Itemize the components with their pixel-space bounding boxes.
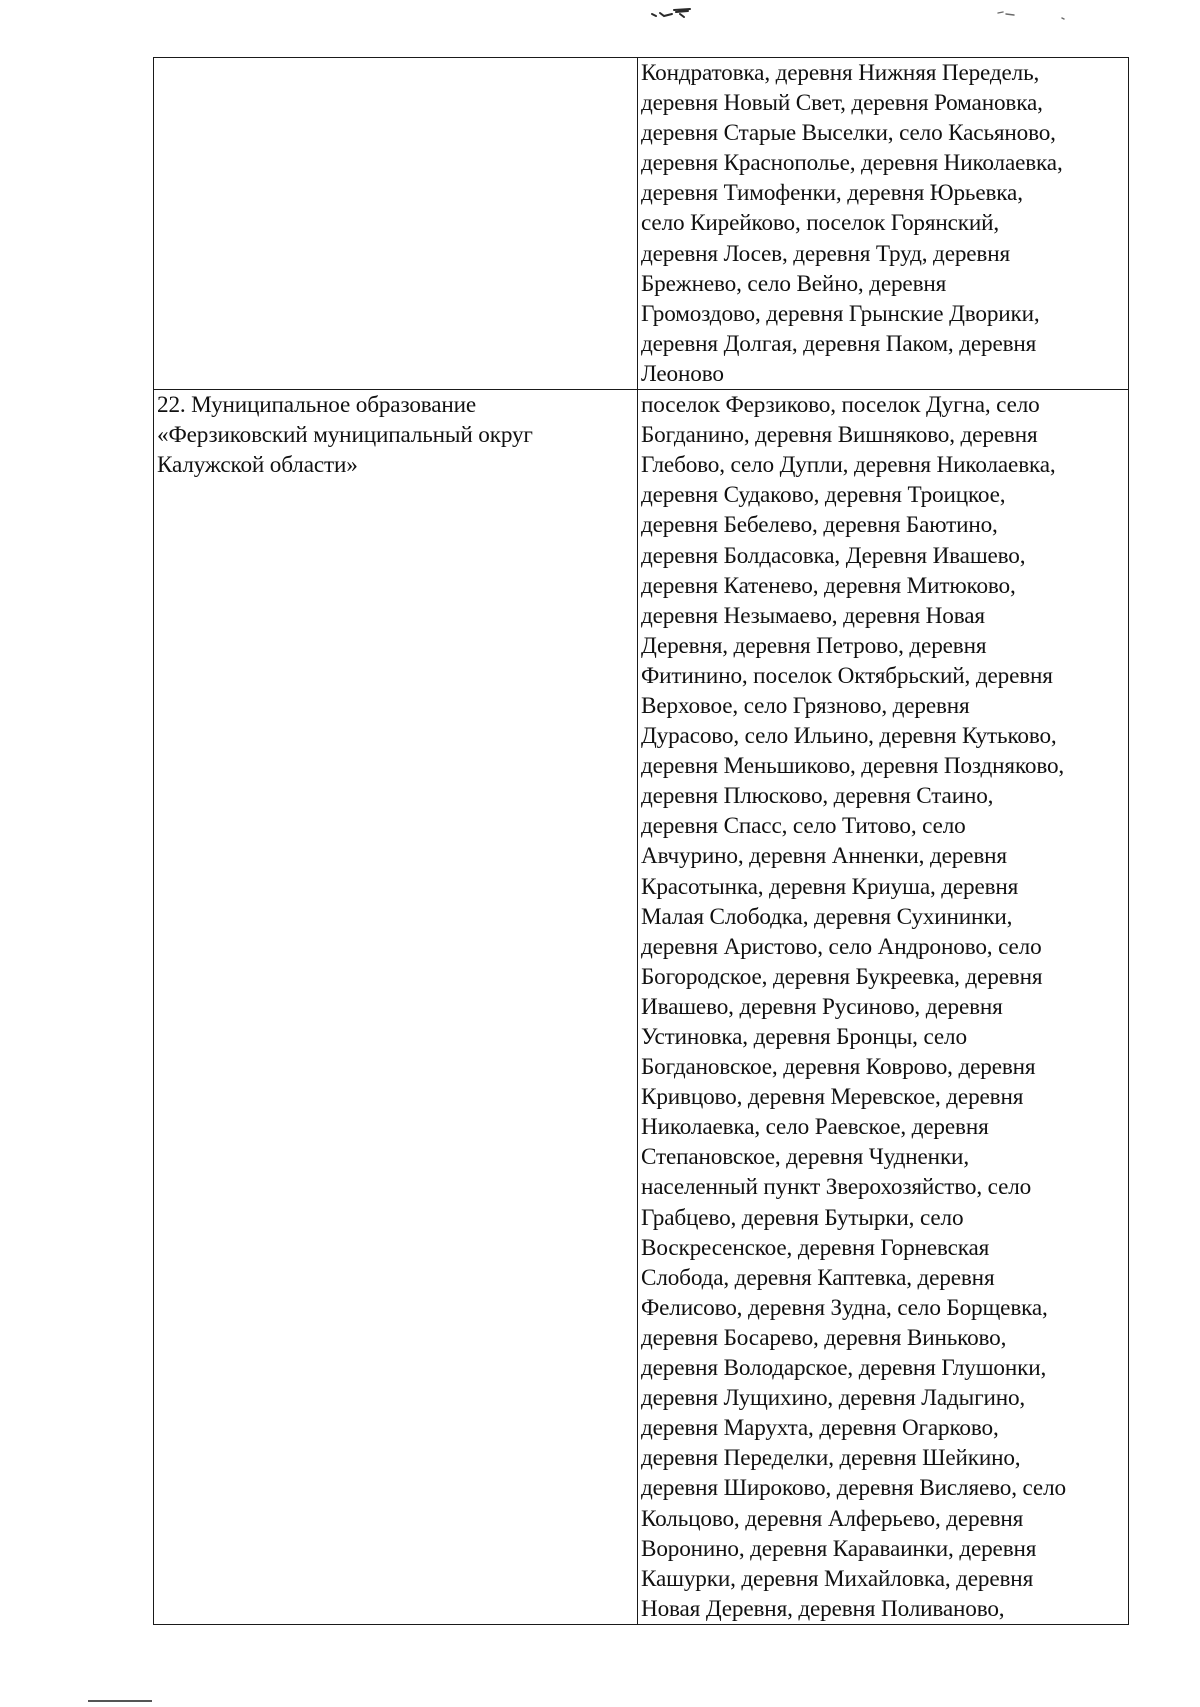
municipality-name: 22. Муниципальное образование «Ферзиковский муниципальный округ Калужской области» xyxy=(157,392,533,479)
settlements-list: Кондратовка, деревня Нижняя Передель, деревня Новый Свет, деревня Романовка, деревня Старые Выселки, село Касьяново, деревня Краснополье, деревня Николаевка, деревня Тимофенки, деревня Юрьевка, село Кирейково, поселок Горянский, деревня Лосев, деревня Труд, деревня Брежнево, село Вейно, деревня Громоздово, деревня Грынские Дворики, деревня Долгая, деревня Паком, деревня Леоново xyxy=(641,60,1063,387)
municipality-cell xyxy=(154,390,638,1625)
municipality-cell xyxy=(154,58,638,390)
table-row xyxy=(154,58,1129,390)
footer-rule xyxy=(88,1700,152,1702)
settlements-cell xyxy=(638,58,1129,390)
settlements-table xyxy=(153,57,1129,1625)
scan-artifacts xyxy=(0,0,1200,40)
settlements-list: поселок Ферзиково, поселок Дугна, село Богданино, деревня Вишняково, деревня Глебово, село Дупли, деревня Николаевка, деревня Судаково, деревня Троицкое, деревня Бебелево, деревня Баютино, деревня Болдасовка, Деревня Ивашево, деревня Катенево, деревня Митюково, деревня Незымаево, деревня Новая Деревня, деревня Петрово, деревня Фитинино, поселок Октябрьский, деревня Верховое, село Грязново, деревня Дурасово, село Ильино, деревня Кутьково, деревня Меньшиково, деревня Поздняково, деревня Плюсково, деревня Стаино, деревня Спасс, село Титово, село Авчурино, деревня Анненки, деревня Красотынка, деревня Криуша, деревня Малая Слободка, деревня Сухининки, деревня Аристово, село Андроново, село Богородское, деревня Букреевка, деревня Ивашево, деревня Русиново, деревня Устиновка, деревня Бронцы, село Богдановское, деревня Коврово, деревня Кривцово, деревня Меревское, деревня Николаевка, село Раевское, деревня Степановское, деревня Чудненки, населенный пункт Зверохозяйство, село Грабцево, деревня Бутырки, село Воскресенское, деревня Горневская Слобода, деревня Каптевка, деревня Фелисово, деревня Зудна, село Борщевка, деревня Босарево, деревня Виньково, деревня Володарское, деревня Глушонки, деревня Лущихино, деревня Ладыгино, деревня Марухта, деревня Огарково, деревня Переделки, деревня Шейкино, деревня Широково, деревня Висляево, село Кольцово, деревня Алферьево, деревня Воронино, деревня Караваинки, деревня Кашурки, деревня Михайловка, деревня Новая Деревня, деревня Поливаново, xyxy=(641,392,1066,1622)
settlements-cell xyxy=(638,390,1129,1625)
table-row xyxy=(154,390,1129,1625)
